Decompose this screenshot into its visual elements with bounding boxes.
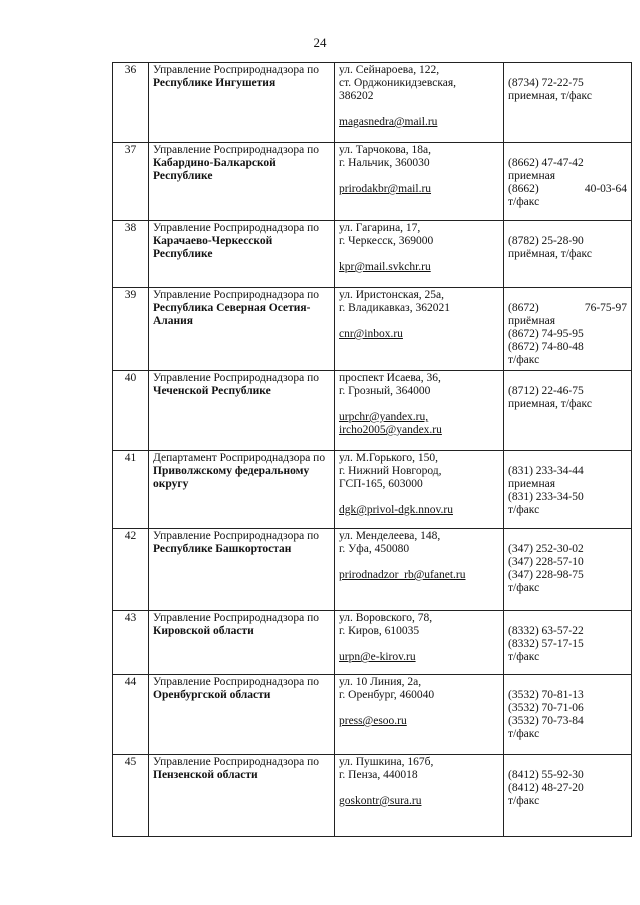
phone-line: приемная	[508, 478, 555, 490]
agency-phones	[504, 143, 632, 221]
row-number: 45	[113, 755, 149, 837]
phone-line: (8412) 55-92-30	[508, 769, 584, 781]
agency-name-plain: Управление Росприроднадзора по	[153, 756, 319, 768]
phone-block	[508, 385, 627, 411]
agency-name-region: Оренбургской области	[153, 689, 271, 701]
phone-block	[508, 77, 627, 103]
agency-name	[149, 143, 335, 221]
phone-line: (8712) 22-46-75	[508, 385, 584, 397]
row-number: 41	[113, 451, 149, 529]
address-line: г. Киров, 610035	[339, 625, 420, 637]
phone-line: приёмная	[508, 315, 555, 327]
phone-line: т/факс	[508, 582, 540, 594]
agency-address	[335, 755, 504, 837]
phone-block	[508, 157, 627, 209]
agency-name-region: Чеченской Республике	[153, 385, 271, 397]
agency-address	[335, 529, 504, 611]
email-link[interactable]: kpr@mail.svkchr.ru	[339, 261, 431, 273]
phone-line: т/факс	[508, 196, 540, 208]
phone-line: (8734) 72-22-75	[508, 77, 584, 89]
phone-block	[508, 465, 627, 517]
phone-block	[508, 235, 627, 261]
agency-name-plain: Управление Росприроднадзора по	[153, 612, 319, 624]
address-line: ул. Иристонская, 25а,	[339, 289, 444, 301]
row-number: 36	[113, 63, 149, 143]
agency-name-region: Приволжскому федеральному округу	[153, 465, 310, 490]
agency-name-region: Кабардино-Балкарской Республике	[153, 157, 276, 182]
phone-block	[508, 769, 627, 808]
phone-line: т/факс	[508, 504, 540, 516]
agency-phones	[504, 221, 632, 288]
email-link[interactable]: urpn@e-kirov.ru	[339, 651, 416, 663]
row-number: 37	[113, 143, 149, 221]
phone-block	[508, 689, 627, 741]
table-row	[113, 529, 632, 611]
agency-address	[335, 611, 504, 675]
agency-phones	[504, 63, 632, 143]
phone-block	[508, 543, 627, 595]
table-row	[113, 288, 632, 371]
table-row	[113, 143, 632, 221]
phone-line: т/факс	[508, 354, 540, 366]
agency-phones	[504, 371, 632, 451]
agency-name	[149, 755, 335, 837]
agency-name-plain: Управление Росприроднадзора по	[153, 64, 319, 76]
email-link[interactable]: magasnedra@mail.ru	[339, 116, 438, 128]
address-line: г. Черкесск, 369000	[339, 235, 434, 247]
email-link[interactable]: urpchr@yandex.ru,	[339, 411, 429, 423]
agency-name	[149, 371, 335, 451]
address-line: г. Пенза, 440018	[339, 769, 418, 781]
phone-line: (8672) 74-95-95	[508, 328, 584, 340]
agency-name-region: Республике Ингушетия	[153, 77, 276, 89]
phone-block	[508, 302, 627, 367]
table-row	[113, 675, 632, 755]
agency-address	[335, 288, 504, 371]
phone-line: (831) 233-34-50	[508, 491, 584, 503]
phone-block	[508, 625, 627, 664]
phone-line: приёмная, т/факс	[508, 248, 592, 260]
agency-name-region: Республика Северная Осетия-Алания	[153, 302, 311, 327]
phone-line: (347) 252-30-02	[508, 543, 584, 555]
address-line: ул. Тарчокова, 18а,	[339, 144, 431, 156]
address-line: г. Уфа, 450080	[339, 543, 410, 555]
table-row	[113, 63, 632, 143]
row-number: 38	[113, 221, 149, 288]
agency-name-plain: Управление Росприроднадзора по	[153, 372, 319, 384]
address-line: ул. Сейнароева, 122,	[339, 64, 440, 76]
phone-line-justified	[508, 302, 627, 315]
page-number: 24	[313, 35, 327, 50]
agency-name	[149, 451, 335, 529]
agency-name	[149, 63, 335, 143]
address-line: г. Грозный, 364000	[339, 385, 431, 397]
table-row	[113, 755, 632, 837]
phone-line: (8412) 48-27-20	[508, 782, 584, 794]
agency-name-plain: Управление Росприроднадзора по	[153, 289, 319, 301]
phone-part: (8662)	[508, 183, 539, 195]
table-row	[113, 371, 632, 451]
phone-line: (8332) 57-17-15	[508, 638, 584, 650]
phone-line: (8662) 47-47-42	[508, 157, 584, 169]
address-line: ст. Орджоникидзевская,	[339, 77, 457, 89]
agency-address	[335, 675, 504, 755]
agency-name-plain: Управление Росприроднадзора по	[153, 676, 319, 688]
row-number: 44	[113, 675, 149, 755]
agency-name	[149, 611, 335, 675]
address-line: г. Владикавказ, 362021	[339, 302, 450, 314]
agency-name	[149, 221, 335, 288]
phone-line: (8782) 25-28-90	[508, 235, 584, 247]
address-line: ГСП-165, 603000	[339, 478, 423, 490]
phone-line: (3532) 70-81-13	[508, 689, 584, 701]
table-row	[113, 611, 632, 675]
row-number: 39	[113, 288, 149, 371]
phone-line-justified	[508, 183, 627, 196]
phone-line: приемная	[508, 170, 555, 182]
agency-name	[149, 675, 335, 755]
row-number: 42	[113, 529, 149, 611]
phone-line: (347) 228-57-10	[508, 556, 584, 568]
agency-table	[112, 62, 632, 837]
phone-line: (8332) 63-57-22	[508, 625, 584, 637]
agency-address	[335, 143, 504, 221]
agency-address	[335, 371, 504, 451]
address-line: г. Оренбург, 460040	[339, 689, 435, 701]
address-line: ул. Воровского, 78,	[339, 612, 433, 624]
agency-name-region: Пензенской области	[153, 769, 258, 781]
email-link[interactable]: cnr@inbox.ru	[339, 328, 403, 340]
row-number: 43	[113, 611, 149, 675]
address-line: 386202	[339, 90, 374, 102]
agency-phones	[504, 451, 632, 529]
phone-line: (3532) 70-73-84	[508, 715, 584, 727]
agency-name-region: Кировской области	[153, 625, 254, 637]
agency-name-plain: Управление Росприроднадзора по	[153, 530, 319, 542]
email-link[interactable]: press@esoo.ru	[339, 715, 407, 727]
agency-name	[149, 529, 335, 611]
address-line: г. Нальчик, 360030	[339, 157, 430, 169]
phone-line: т/факс	[508, 795, 540, 807]
email-link[interactable]: prirodnadzor_rb@ufanet.ru	[339, 569, 466, 581]
address-line: ул. Пушкина, 167б,	[339, 756, 434, 768]
agency-name-region: Карачаево-Черкесской Республике	[153, 235, 273, 260]
phone-line: т/факс	[508, 651, 540, 663]
agency-phones	[504, 675, 632, 755]
agency-name-plain: Управление Росприроднадзора по	[153, 144, 319, 156]
row-number: 40	[113, 371, 149, 451]
address-line: ул. М.Горького, 150,	[339, 452, 439, 464]
phone-line: (347) 228-98-75	[508, 569, 584, 581]
email-link[interactable]: ircho2005@yandex.ru	[339, 424, 442, 436]
phone-line: (831) 233-34-44	[508, 465, 584, 477]
agency-address	[335, 63, 504, 143]
email-link[interactable]: prirodakbr@mail.ru	[339, 183, 432, 195]
phone-part: 40-03-64	[584, 183, 627, 195]
address-line: проспект Исаева, 36,	[339, 372, 441, 384]
agency-name-plain: Департамент Росприроднадзора по	[153, 452, 326, 464]
agency-address	[335, 451, 504, 529]
phone-line: (3532) 70-71-06	[508, 702, 584, 714]
address-line: г. Нижний Новгород,	[339, 465, 442, 477]
phone-line: приемная, т/факс	[508, 398, 592, 410]
agency-phones	[504, 611, 632, 675]
phone-line: (8672) 74-80-48	[508, 341, 584, 353]
agency-name-plain: Управление Росприроднадзора по	[153, 222, 319, 234]
table-row	[113, 221, 632, 288]
agency-phones	[504, 755, 632, 837]
agency-name-region: Республике Башкортостан	[153, 543, 292, 555]
table-row	[113, 451, 632, 529]
agency-name	[149, 288, 335, 371]
phone-line: приемная, т/факс	[508, 90, 592, 102]
phone-part: 76-75-97	[584, 302, 627, 314]
agency-phones	[504, 529, 632, 611]
phone-line: т/факс	[508, 728, 540, 740]
address-line: ул. Гагарина, 17,	[339, 222, 421, 234]
agency-address	[335, 221, 504, 288]
email-link[interactable]: dgk@privol-dgk.nnov.ru	[339, 504, 453, 516]
phone-part: (8672)	[508, 302, 539, 314]
email-link[interactable]: goskontr@sura.ru	[339, 795, 422, 807]
address-line: ул. Менделеева, 148,	[339, 530, 441, 542]
agency-phones	[504, 288, 632, 371]
address-line: ул. 10 Линия, 2а,	[339, 676, 422, 688]
